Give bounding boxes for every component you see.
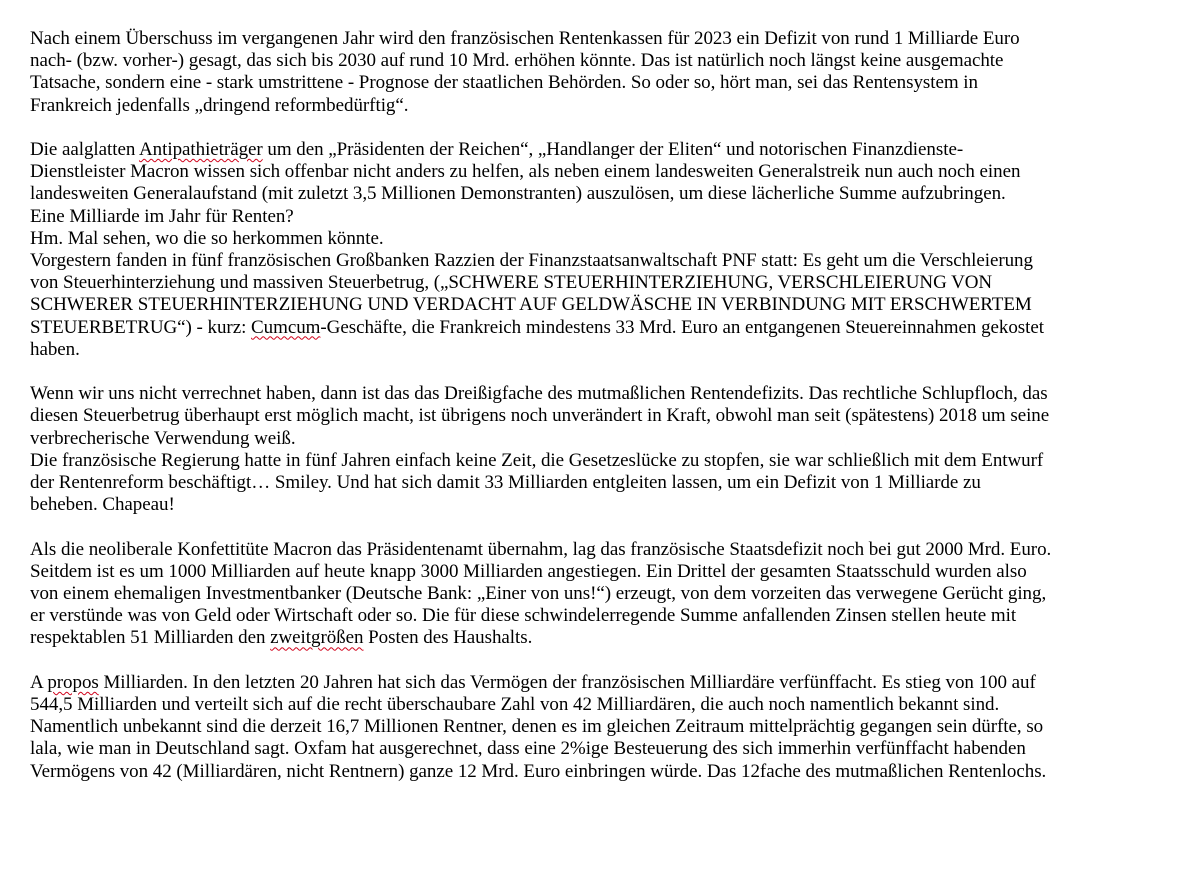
text-run: von Steuerhinterziehung und massiven Steuerbetrug, („SCHWERE STEUERHINTERZIEHUNG, VERSCHLEIERUNG VON	[30, 272, 993, 294]
text-line	[30, 694, 999, 715]
text-line	[30, 317, 1044, 338]
text-line	[30, 28, 1020, 49]
text-run: Namentlich unbekannt sind die derzeit 16,7 Millionen Rentner, denen es im gleichen Zeitraum mittelprächtig gegangen sein dürfte, so	[30, 716, 1044, 738]
text-run: Nach einem Überschuss im vergangenen Jahr wird den französischen Rentenkassen für 2023 ein Defizit von rund 1 Milliarde Euro	[30, 28, 1020, 49]
text-run: Die französische Regierung hatte in fünf Jahren einfach keine Zeit, die Gesetzeslücke zu stopfen, sie war schließlich mit dem Entwurf	[30, 449, 1044, 471]
text-run: um den „Präsidenten der Reichen“, „Handlanger der Eliten“ und notorischen Finanzdienste-	[262, 139, 964, 160]
text-line	[30, 583, 1046, 604]
paragraph	[30, 139, 1180, 361]
text-line	[30, 228, 384, 249]
text-run: Als die neoliberale Konfettitüte Macron das Präsidentenamt übernahm, lag das französische Staatsdefizit noch bei gut 2000 Mrd. Euro.	[30, 538, 1052, 560]
text-run: Frankreich jedenfalls „dringend reformbedürftig“.	[30, 94, 409, 116]
text-run: haben.	[30, 338, 80, 360]
text-line	[30, 561, 1027, 582]
text-run: Vermögens von 42 (Milliardären, nicht Rentnern) ganze 12 Mrd. Euro einbringen würde. Das 12fache des mutmaßlichen Rentenlochs.	[30, 760, 1047, 782]
text-run: Vorgestern fanden in fünf französischen Großbanken Razzien der Finanzstaatsanwaltschaft PNF statt: Es geht um die Verschleierung	[30, 250, 1033, 272]
text-line	[30, 761, 1046, 782]
text-line	[30, 183, 1006, 204]
paragraph-gap	[30, 117, 1180, 139]
text-run: Dienstleister Macron wissen sich offenbar nicht anders zu helfen, als neben einem landesweiten Generalstreik nun auch noch einen	[30, 161, 1021, 183]
text-run: STEUERBETRUG“) - kurz:	[30, 316, 252, 338]
text-run: lala, wie man in Deutschland sagt. Oxfam hat ausgerechnet, dass eine 2%ige Besteuerung des sich immerhin verfünffacht habenden	[30, 738, 1026, 760]
text-line	[30, 72, 978, 93]
text-line	[30, 539, 1051, 560]
text-run: respektablen 51 Milliarden den	[30, 627, 271, 649]
text-run: diesen Steuerbetrug überhaupt erst möglich macht, ist übrigens noch unverändert in Kraft, obwohl man seit (spätestens) 2018 um seine	[30, 405, 1050, 427]
text-line	[30, 272, 992, 293]
misspelled-word[interactable]: Cumcum	[251, 316, 321, 338]
text-run: er verstünde was von Geld oder Wirtschaft oder so. Die für diese schwindelerregende Summe anfallenden Zinsen stellen heute mit	[30, 605, 1017, 627]
text-line	[30, 161, 1020, 182]
misspelled-word[interactable]: propos	[47, 671, 99, 693]
text-run: Hm. Mal sehen, wo die so herkommen könnte.	[30, 227, 384, 249]
text-line	[30, 672, 1036, 693]
text-run: 544,5 Milliarden und verteilt sich auf die recht überschaubare Zahl von 42 Milliardären, die auch noch namentlich bekannt sind.	[30, 694, 1000, 716]
text-run: SCHWERER STEUERHINTERZIEHUNG UND VERDACHT AUF GELDWÄSCHE IN VERBINDUNG MIT ERSCHWERTEM	[30, 294, 1032, 316]
text-run: Eine Milliarde im Jahr für Renten?	[30, 205, 294, 227]
document-body	[30, 28, 1180, 783]
text-line	[30, 738, 1026, 759]
paragraph	[30, 28, 1180, 117]
text-line	[30, 605, 1016, 626]
text-run: nach- (bzw. vorher-) gesagt, das sich bis 2030 auf rund 10 Mrd. erhöhen könnte. Das ist natürlich noch längst keine ausgemachte	[30, 50, 1004, 72]
text-line	[30, 450, 1043, 471]
text-run: Tatsache, sondern eine - stark umstrittene - Prognose der staatlichen Behörden. So oder so, hört man, sei das Rentensystem in	[30, 72, 978, 94]
text-run: A	[30, 671, 48, 693]
text-line	[30, 383, 1048, 404]
text-run: beheben. Chapeau!	[30, 494, 175, 516]
text-run: Die aalglatten	[30, 139, 139, 160]
text-line	[30, 472, 981, 493]
text-line	[30, 206, 294, 227]
paragraph-gap	[30, 361, 1180, 383]
misspelled-word[interactable]: Antipathieträger	[138, 139, 263, 160]
text-run: Posten des Haushalts.	[363, 627, 533, 649]
text-run: Wenn wir uns nicht verrechnet haben, dann ist das das Dreißigfache des mutmaßlichen Rentendefizits. Das rechtliche Schlupfloch, das	[30, 383, 1048, 405]
text-run: von einem ehemaligen Investmentbanker (Deutsche Bank: „Einer von uns!“) erzeugt, von dem vorzeiten das verwegene Gerücht ging,	[30, 583, 1047, 605]
paragraph	[30, 383, 1180, 516]
text-run: Seitdem ist es um 1000 Milliarden auf heute knapp 3000 Milliarden angestiegen. Ein Drittel der gesamten Staatsschuld wurden also	[30, 560, 1027, 582]
misspelled-word[interactable]: zweitgrößen	[270, 627, 364, 649]
paragraph	[30, 672, 1180, 783]
text-line	[30, 339, 80, 360]
paragraph-gap	[30, 516, 1180, 538]
text-line	[30, 716, 1043, 737]
text-run: verbrecherische Verwendung weiß.	[30, 427, 296, 449]
text-line	[30, 95, 408, 116]
text-run: der Rentenreform beschäftigt… Smiley. Und hat sich damit 33 Milliarden entgleiten lassen, um ein Defizit von 1 Milliarde zu	[30, 472, 981, 494]
text-line	[30, 294, 1032, 315]
text-line	[30, 494, 175, 515]
paragraph	[30, 539, 1180, 650]
text-line	[30, 627, 532, 648]
text-line	[30, 428, 296, 449]
text-line	[30, 405, 1049, 426]
text-line	[30, 250, 1033, 271]
text-line	[30, 139, 963, 160]
text-line	[30, 50, 1003, 71]
text-run: Milliarden. In den letzten 20 Jahren hat sich das Vermögen der französischen Milliardäre verfünffacht. Es stieg von 100 auf	[98, 671, 1036, 693]
paragraph-gap	[30, 650, 1180, 672]
text-run: landesweiten Generalaufstand (mit zuletzt 3,5 Millionen Demonstranten) auszulösen, um diese lächerliche Summe aufzubringen.	[30, 183, 1006, 205]
text-run: -Geschäfte, die Frankreich mindestens 33 Mrd. Euro an entgangenen Steuereinnahmen gekostet	[320, 316, 1044, 338]
